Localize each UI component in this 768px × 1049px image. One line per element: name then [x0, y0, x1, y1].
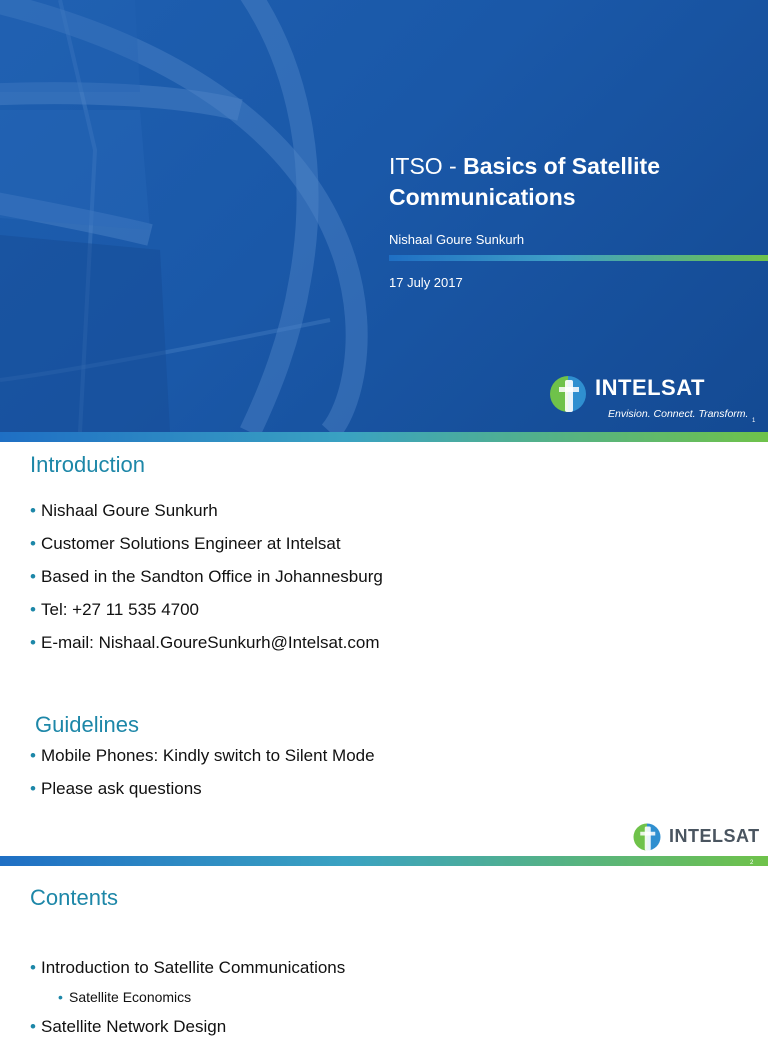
- logo-tagline: Envision. Connect. Transform.: [608, 408, 749, 420]
- page-number: 2: [750, 860, 754, 866]
- presentation-date: 17 July 2017: [389, 275, 463, 290]
- list-item: • Nishaal Goure Sunkurh: [30, 500, 383, 533]
- contents-heading: Contents: [30, 885, 119, 910]
- presentation-title: [389, 151, 749, 213]
- guidelines-heading: Guidelines: [35, 712, 139, 737]
- slide-divider-strip: [0, 856, 768, 866]
- list-item: • Mobile Phones: Kindly switch to Silent Mode: [30, 745, 375, 778]
- list-item: • E-mail: Nishaal.GoureSunkurh@Intelsat.com: [30, 632, 383, 665]
- guidelines-list: [30, 745, 375, 811]
- slide-divider-strip: [0, 432, 768, 442]
- title-prefix: ITSO -: [389, 153, 464, 179]
- intelsat-globe-icon: [548, 374, 588, 414]
- list-item: • Introduction to Satellite Communications: [30, 957, 345, 990]
- list-item: • Customer Solutions Engineer at Intelsat: [30, 533, 383, 566]
- list-item: • Based in the Sandton Office in Johannesburg: [30, 566, 383, 599]
- page-number: 1: [752, 418, 756, 424]
- logo-wordmark: INTELSAT: [669, 826, 760, 846]
- list-item: • Tel: +27 11 535 4700: [30, 599, 383, 632]
- intelsat-logo: [632, 820, 762, 856]
- contents-list-partial: [30, 1016, 226, 1049]
- decorative-globe-lines: [0, 0, 768, 432]
- accent-gradient-bar: [389, 255, 768, 261]
- sub-list-item: • Satellite Economics: [58, 989, 191, 1005]
- logo-wordmark: INTELSAT: [595, 375, 705, 400]
- title-bold: Basics of Satellite Communications: [389, 153, 660, 210]
- introduction-heading: Introduction: [30, 452, 145, 477]
- presenter-name: Nishaal Goure Sunkurh: [389, 232, 525, 247]
- list-item: • Please ask questions: [30, 778, 375, 811]
- title-slide: [0, 0, 768, 432]
- introduction-list: [30, 500, 383, 665]
- list-item: • Satellite Network Design: [30, 1016, 226, 1049]
- contents-list: [30, 957, 345, 990]
- intelsat-globe-icon: [632, 822, 662, 852]
- intelsat-logo: [548, 372, 758, 432]
